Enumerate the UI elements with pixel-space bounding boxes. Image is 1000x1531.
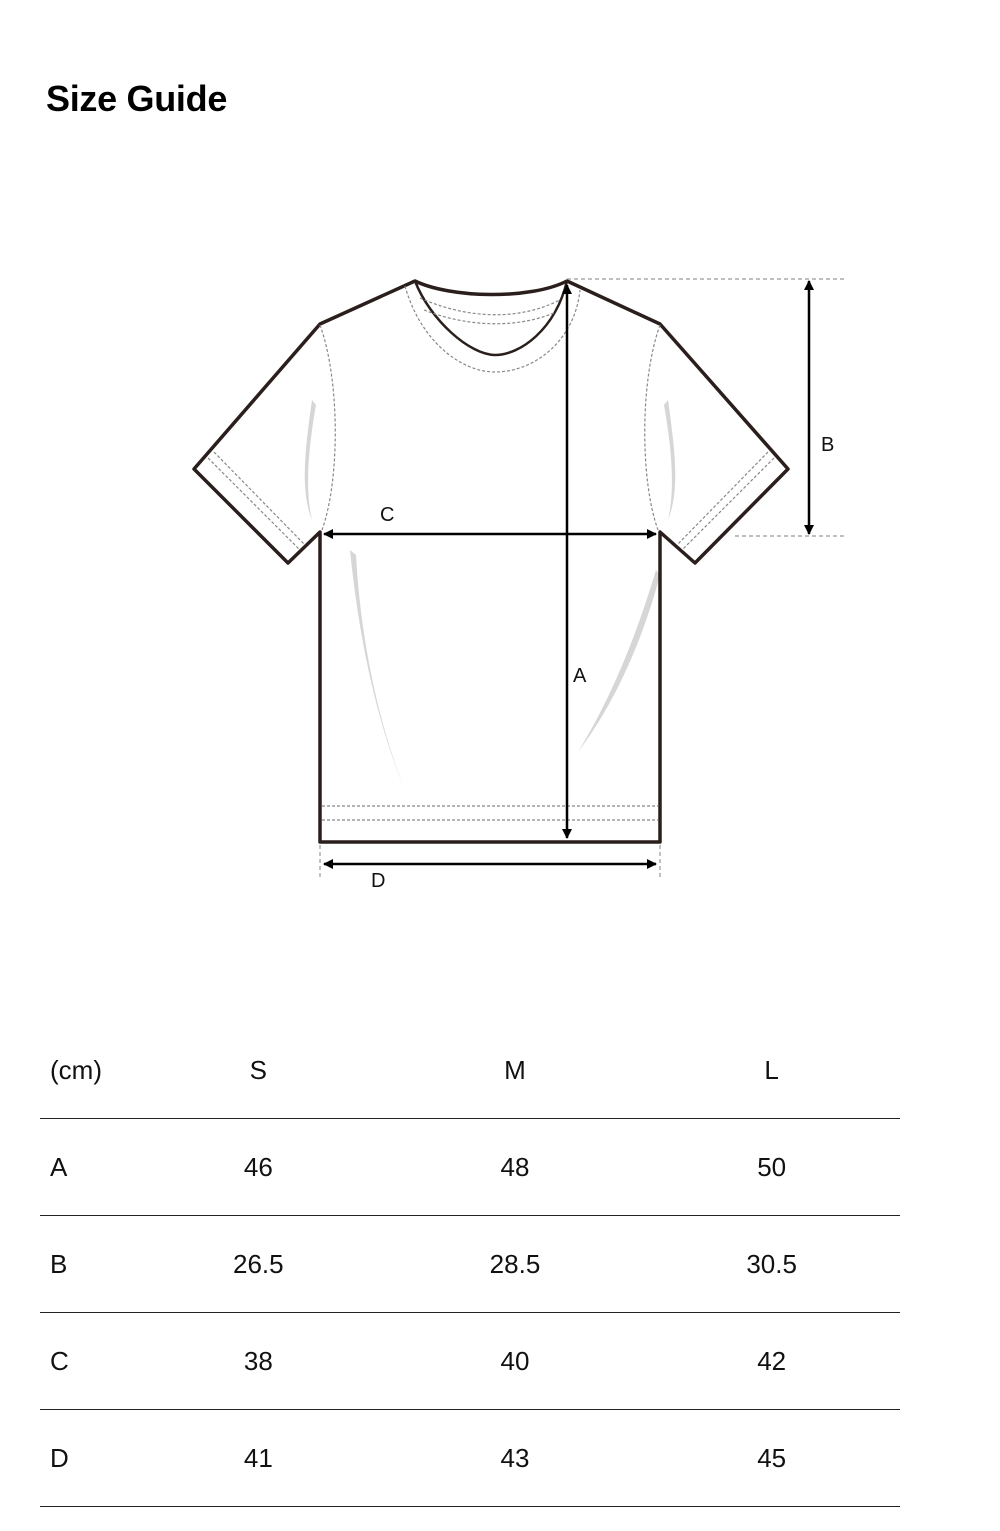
table-cell: 28.5 [387,1216,644,1313]
table-cell: 42 [643,1313,900,1410]
tshirt-outline [194,281,788,842]
label-c: C [380,504,395,526]
label-b: B [821,434,835,456]
size-header-m: M [387,1022,644,1119]
fabric-shading [305,400,675,790]
table-cell: 40 [387,1313,644,1410]
table-cell: 45 [643,1410,900,1507]
table-cell: 46 [130,1119,387,1216]
table-cell: 41 [130,1410,387,1507]
size-header-s: S [130,1022,387,1119]
table-row [40,1410,900,1507]
row-label: B [40,1216,130,1313]
table-cell: 26.5 [130,1216,387,1313]
table-row [40,1216,900,1313]
size-header-l: L [643,1022,900,1119]
guide-lines [320,279,846,880]
table-row [40,1313,900,1410]
table-row [40,1119,900,1216]
row-label: A [40,1119,130,1216]
table-cell: 43 [387,1410,644,1507]
size-table [40,1022,900,1507]
label-a: A [573,665,587,687]
page-title: Size Guide [46,78,228,119]
row-label: C [40,1313,130,1410]
row-label: D [40,1410,130,1507]
size-header-row [40,1022,900,1119]
measurement-arrows [324,281,809,864]
unit-label: (cm) [40,1022,130,1119]
table-cell: 30.5 [643,1216,900,1313]
label-d: D [371,870,386,892]
table-cell: 48 [387,1119,644,1216]
table-cell: 50 [643,1119,900,1216]
table-cell: 38 [130,1313,387,1410]
stitching [208,286,774,820]
